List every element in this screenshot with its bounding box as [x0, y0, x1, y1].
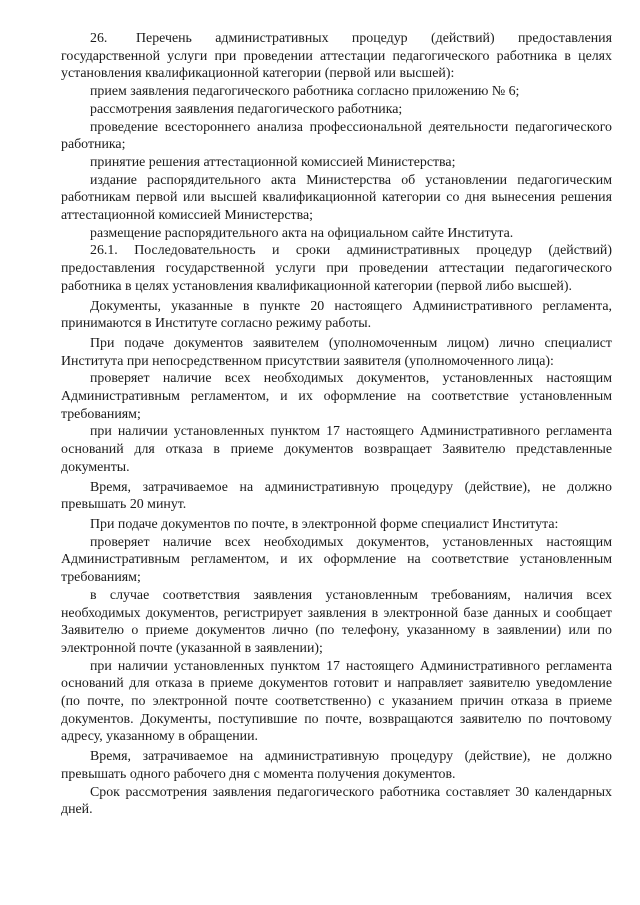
- paragraph: При подаче документов по почте, в электронной форме специалист Института:: [90, 516, 559, 532]
- paragraph: Срок рассмотрения заявления педагогического работника составляет 30 календарных дней.: [61, 784, 612, 818]
- list-item: рассмотрения заявления педагогического работника;: [90, 101, 403, 117]
- paragraph-text: Перечень административных процедур (действий) предоставления государственной услуги при проведении аттестации педагогического работника в целях установления квалификационной категории (первой или высшей):: [61, 31, 612, 82]
- paragraph-26-1: [61, 242, 612, 295]
- list-item: издание распорядительного акта Министерства об установлении педагогическим работникам первой или высшей квалификационной категории со дня вынесения решения аттестационной комиссией Министерства;: [61, 172, 612, 224]
- list-item: при наличии установленных пунктом 17 настоящего Административного регламента оснований для отказа в приеме документов готовит и направляет заявителю уведомление (по почте, по электронной почте соответственно) с указанием причин отказа в приеме документов. Документы, поступившие по почте, возвращаются заявителю по почтовому адресу, указанному в обращении.: [61, 658, 612, 745]
- paragraph: Документы, указанные в пункте 20 настоящего Административного регламента, принимаются в Институте согласно режиму работы.: [61, 298, 612, 332]
- section-number: 26.: [90, 31, 108, 46]
- paragraph: Время, затрачиваемое на административную процедуру (действие), не должно превышать одного рабочего дня с момента получения документов.: [61, 749, 612, 782]
- section-number: 26.1.: [90, 243, 118, 259]
- list-item: принятие решения аттестационной комиссией Министерства;: [90, 154, 456, 170]
- paragraph: При подаче документов заявителем (уполномоченным лицом) лично специалист Института при непосредственном присутствии заявителя (уполномоченного лица):: [61, 335, 612, 369]
- paragraph: Время, затрачиваемое на административную процедуру (действие), не должно превышать 20 минут.: [61, 479, 612, 513]
- paragraph-26: [61, 30, 612, 83]
- list-item: проверяет наличие всех необходимых документов, установленных настоящим Административным регламентом, и их оформление на соответствие установленным требованиям;: [61, 534, 612, 586]
- list-item: в случае соответствия заявления установленным требованиям, наличия всех необходимых документов, регистрирует заявления в электронной базе данных и сообщает Заявителю о приеме документов лично (по телефону, указанному в заявлении) или по электронной почте (указанной в заявлении);: [61, 587, 612, 656]
- list-item: проведение всестороннего анализа профессиональной деятельности педагогического работника;: [61, 119, 612, 153]
- paragraph-text: Последовательность и сроки административных процедур (действий) предоставления государственной услуги при проведении аттестации педагогического работника в целях установления квалификационной категории (первой либо высшей).: [61, 243, 612, 294]
- list-item: прием заявления педагогического работника согласно приложению № 6;: [90, 84, 520, 100]
- list-item: проверяет наличие всех необходимых документов, установленных настоящим Административным регламентом, и их оформление на соответствие установленным требованиям;: [61, 371, 612, 422]
- list-item: при наличии установленных пунктом 17 настоящего Административного регламента оснований для отказа в приеме документов возвращает Заявителю представленные документы.: [61, 424, 612, 475]
- list-item: размещение распорядительного акта на официальном сайте Института.: [90, 225, 514, 241]
